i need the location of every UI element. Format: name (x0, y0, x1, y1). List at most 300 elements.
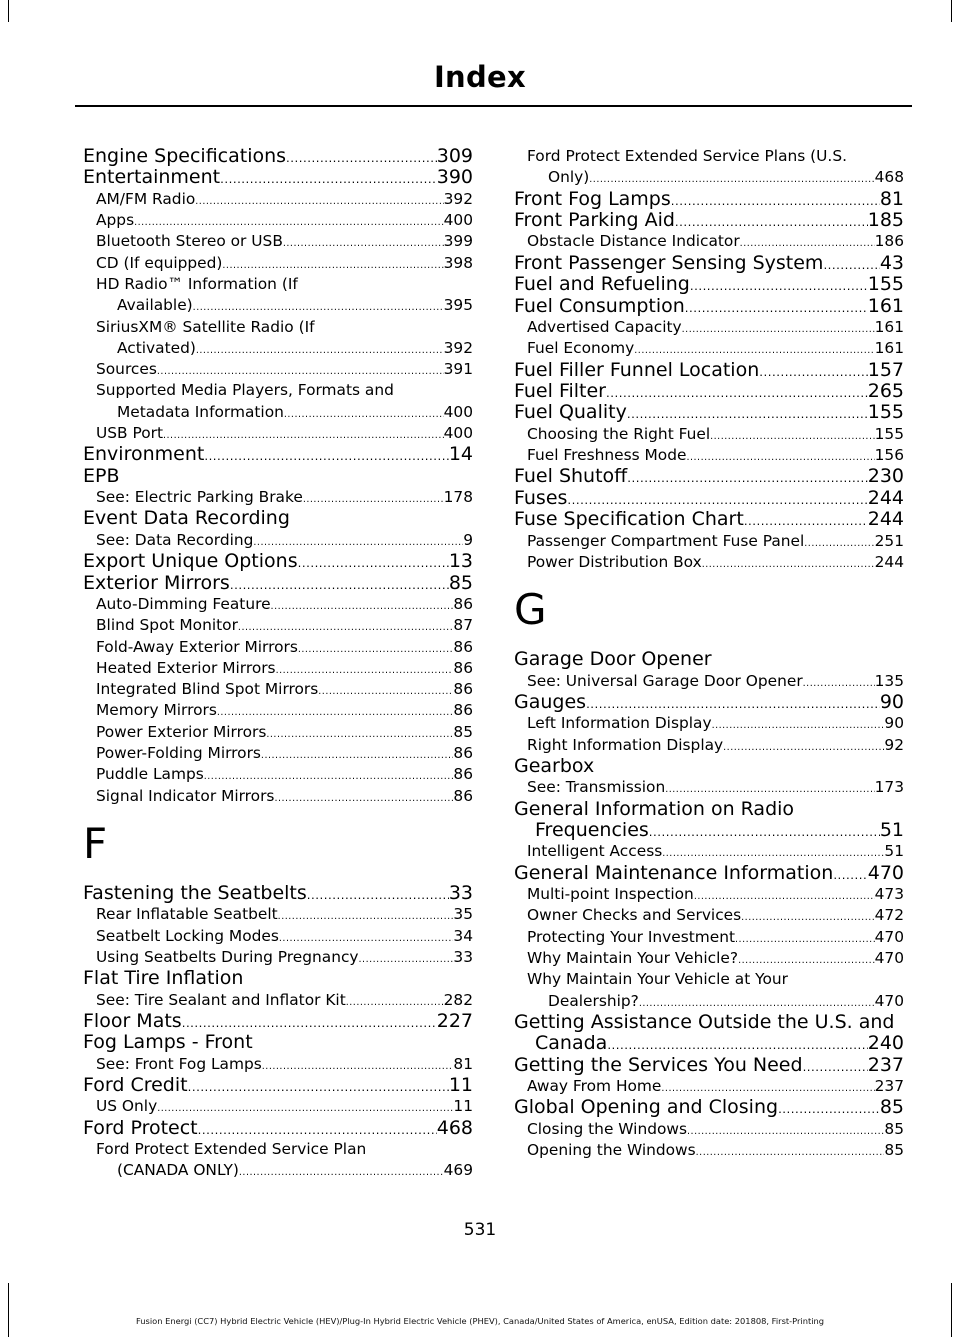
dot-leader (271, 602, 454, 612)
entry-label: Front Fog Lamps (514, 187, 671, 210)
dot-leader (239, 1168, 444, 1178)
dot-leader (286, 153, 437, 165)
dot-leader (230, 580, 449, 592)
entry-label: EPB (83, 464, 120, 487)
entry-page-number: 156 (874, 446, 904, 465)
entry-page-number: 51 (879, 818, 904, 841)
dot-leader (778, 1104, 880, 1116)
index-column-left (83, 146, 473, 1182)
entry-label: Flat Tire Inflation (83, 967, 244, 990)
dot-leader (346, 998, 444, 1008)
entry-page-number: 470 (874, 927, 904, 946)
index-subentry (514, 948, 904, 969)
entry-label: Gauges (514, 690, 587, 713)
index-subentry (514, 552, 904, 573)
entry-page-number: 468 (436, 1116, 473, 1139)
index-entry (514, 1012, 904, 1055)
index-subentry (514, 1076, 904, 1097)
entry-label: Signal Indicator Mirrors (96, 786, 275, 805)
entry-label: Ford Credit (83, 1074, 188, 1097)
index-entry (514, 799, 904, 842)
index-entry (514, 756, 904, 777)
entry-page-number: 230 (867, 465, 904, 488)
entry-page-number: 86 (453, 701, 473, 720)
entry-page-number: 85 (453, 722, 473, 741)
entry-label: Right Information Display (527, 735, 724, 754)
dot-leader (193, 303, 444, 313)
entry-label: Multi-point Inspection (527, 885, 694, 904)
entry-label: Getting Assistance Outside the U.S. and (514, 1010, 895, 1033)
entry-label: Export Unique Options (83, 550, 298, 573)
entry-label: Why Maintain Your Vehicle at Your (527, 970, 788, 989)
index-entry (514, 296, 904, 317)
index-entry (514, 509, 904, 530)
entry-label: US Only (96, 1097, 158, 1116)
entry-label: Sources (96, 360, 157, 379)
index-subentry (514, 231, 904, 252)
entry-label: Supported Media Players, Formats and (96, 381, 394, 400)
entry-label: See: Data Recording (96, 530, 254, 549)
index-subentry (83, 743, 473, 764)
dot-leader (307, 890, 449, 902)
index-subentry (514, 777, 904, 798)
dot-leader (220, 174, 437, 186)
entry-page-number: 240 (867, 1032, 904, 1055)
entry-label: Apps (96, 211, 135, 230)
index-subentry (514, 424, 904, 445)
crop-mark-top-right (951, 0, 952, 22)
dot-leader (298, 558, 449, 570)
dot-leader (690, 281, 868, 293)
dot-leader (740, 239, 875, 249)
entry-page-number: 244 (867, 508, 904, 531)
index-subentry (514, 338, 904, 359)
index-subentry (83, 722, 473, 743)
dot-leader (274, 794, 453, 804)
entry-page-number: 86 (453, 680, 473, 699)
dot-leader (738, 956, 875, 966)
entry-page-number: 86 (453, 765, 473, 784)
dot-leader (359, 955, 454, 965)
entry-label: See: Front Fog Lamps (96, 1054, 262, 1073)
index-subentry (83, 1054, 473, 1075)
entry-page-number: 86 (453, 658, 473, 677)
entry-page-number: 9 (463, 530, 473, 549)
dot-leader (261, 751, 453, 761)
entry-page-number: 33 (453, 947, 473, 966)
entry-page-number: 468 (874, 168, 904, 187)
crop-mark-bottom-right (951, 1283, 952, 1337)
entry-label: Using Seatbelts During Pregnancy (96, 947, 359, 966)
index-subentry (83, 947, 473, 968)
dot-leader (759, 367, 867, 379)
entry-page-number: 33 (448, 881, 473, 904)
dot-leader (694, 892, 875, 902)
index-entry (514, 210, 904, 231)
dot-leader (198, 1125, 437, 1137)
entry-label: Integrated Blind Spot Mirrors (96, 680, 319, 699)
entry-page-number: 227 (436, 1009, 473, 1032)
dot-leader (685, 303, 868, 315)
entry-label: Fog Lamps - Front (83, 1031, 253, 1054)
index-entry (514, 381, 904, 402)
dot-leader (283, 239, 444, 249)
entry-label: Blind Spot Monitor (96, 616, 238, 635)
dot-leader (284, 410, 444, 420)
entry-page-number: 86 (453, 786, 473, 805)
index-subentry (83, 786, 473, 807)
entry-page-number: 90 (879, 690, 904, 713)
entry-page-number: 237 (867, 1053, 904, 1076)
entry-label: Seatbelt Locking Modes (96, 926, 279, 945)
entry-label: Garage Door Opener (514, 648, 712, 671)
dot-leader (803, 679, 875, 689)
index-column-right (514, 146, 904, 1161)
entry-label: See: Universal Garage Door Opener (527, 671, 803, 690)
entry-label: Why Maintain Your Vehicle? (527, 948, 739, 967)
entry-page-number: 470 (874, 948, 904, 967)
index-entry (514, 253, 904, 274)
entry-label: Canada (535, 1032, 608, 1055)
dot-leader (204, 451, 448, 463)
index-subentry (83, 990, 473, 1011)
index-subentry (83, 926, 473, 947)
entry-page-number: 85 (879, 1096, 904, 1119)
entry-page-number: 85 (448, 571, 473, 594)
index-subentry (83, 1096, 473, 1117)
entry-label: Ford Protect Extended Service Plan (96, 1140, 367, 1159)
entry-label: Obstacle Distance Indicator (527, 232, 740, 251)
entry-page-number: 161 (874, 317, 904, 336)
header-divider (75, 105, 912, 107)
entry-label: Front Passenger Sensing System (514, 251, 824, 274)
entry-label: Fuel Quality (514, 401, 627, 424)
entry-page-number: 400 (443, 211, 473, 230)
entry-label: Ford Protect Extended Service Plans (U.S. (527, 147, 847, 165)
dot-leader (665, 785, 874, 795)
dot-leader (195, 197, 443, 207)
index-letter-heading: F (83, 818, 108, 868)
dot-leader (723, 743, 884, 753)
dot-leader (833, 870, 867, 882)
entry-page-number: 155 (867, 401, 904, 424)
entry-label: SiriusXM® Satellite Radio (If (96, 317, 315, 336)
entry-page-number: 470 (867, 861, 904, 884)
entry-page-number: 85 (884, 1119, 904, 1138)
index-subentry (83, 423, 473, 444)
entry-page-number: 85 (884, 1141, 904, 1160)
entry-label: See: Tire Sealant and Inflator Kit (96, 990, 346, 1009)
entry-label: Available) (117, 296, 193, 315)
dot-leader (803, 1062, 868, 1074)
dot-leader (712, 721, 885, 731)
index-entry (83, 883, 473, 904)
dot-leader (318, 687, 453, 697)
dot-leader (744, 516, 868, 528)
entry-label: Ford Protect (83, 1116, 198, 1139)
page-title: Index (433, 60, 527, 94)
index-subentry (83, 530, 473, 551)
dot-leader (804, 539, 874, 549)
dot-leader (182, 1018, 437, 1030)
dot-leader (702, 560, 875, 570)
index-entry (514, 1097, 904, 1118)
entry-page-number: 51 (884, 842, 904, 861)
entry-label: Fuel Consumption (514, 294, 685, 317)
dot-leader (675, 217, 868, 229)
entry-label: Passenger Compartment Fuse Panel (527, 531, 805, 550)
entry-page-number: 87 (453, 616, 473, 635)
index-entry (514, 402, 904, 423)
dot-leader (607, 1040, 867, 1052)
index-entry (514, 466, 904, 487)
dot-leader (196, 346, 444, 356)
dot-leader (298, 645, 454, 655)
entry-label: General Maintenance Information (514, 861, 834, 884)
dot-leader (134, 218, 444, 228)
entry-page-number: 161 (867, 294, 904, 317)
entry-page-number: 244 (874, 552, 904, 571)
entry-label: Floor Mats (83, 1009, 182, 1032)
entry-page-number: 399 (443, 232, 473, 251)
dot-leader (262, 1062, 454, 1072)
index-letter-heading: G (514, 585, 547, 635)
dot-leader (823, 260, 879, 272)
entry-label: General Information on Radio (514, 797, 795, 820)
index-subentry (514, 735, 904, 756)
entry-label: Engine Specifications (83, 145, 287, 167)
dot-leader (163, 431, 444, 441)
entry-page-number: 473 (874, 885, 904, 904)
entry-label: Front Parking Aid (514, 209, 675, 231)
dot-leader (735, 935, 875, 945)
index-subentry (83, 1139, 473, 1182)
entry-page-number: 43 (879, 251, 904, 274)
entry-page-number: 34 (453, 926, 473, 945)
entry-page-number: 392 (443, 338, 473, 357)
dot-leader (204, 772, 454, 782)
dot-leader (662, 849, 884, 859)
entry-page-number: 282 (443, 990, 473, 1009)
dot-leader (586, 699, 880, 711)
entry-label: HD Radio™ Information (If (96, 275, 298, 293)
entry-page-number: 392 (443, 189, 473, 208)
entry-label: Fuse Specification Chart (514, 508, 744, 531)
dot-leader (238, 623, 453, 633)
entry-label: Frequencies (535, 818, 649, 841)
entry-label: Global Opening and Closing (514, 1096, 779, 1119)
dot-leader (188, 1082, 449, 1094)
dot-leader (567, 495, 867, 507)
entry-label: Fuel Freshness Mode (527, 446, 687, 465)
index-subentry (514, 146, 904, 189)
entry-label: Fuel Filler Funnel Location (514, 358, 760, 381)
entry-page-number: 398 (443, 253, 473, 272)
entry-label: Opening the Windows (527, 1141, 696, 1160)
dot-leader (686, 453, 874, 463)
dot-leader (303, 495, 444, 505)
entry-label: Heated Exterior Mirrors (96, 658, 276, 677)
footer-publication-info: Fusion Energi (CC7) Hybrid Electric Vehicle (HEV)/Plug-In Hybrid Electric Vehicle (PHEV), Canada/United States of America, enUSA, Edition date: 201808, First-Printing (135, 1316, 825, 1326)
index-subentry (514, 927, 904, 948)
dot-leader (687, 1127, 884, 1137)
index-entry (83, 1011, 473, 1032)
entry-label: Fastening the Seatbelts (83, 881, 307, 904)
index-subentry (514, 713, 904, 734)
entry-label: Protecting Your Investment (527, 927, 736, 946)
entry-page-number: 13 (448, 550, 473, 573)
index-subentry (514, 969, 904, 1012)
entry-label: Rear Inflatable Seatbelt (96, 905, 278, 924)
entry-label: Getting the Services You Need (514, 1053, 803, 1076)
index-subentry (514, 1119, 904, 1140)
entry-page-number: 469 (443, 1161, 473, 1180)
dot-leader (222, 261, 443, 271)
entry-page-number: 391 (443, 360, 473, 379)
index-subentry (83, 679, 473, 700)
entry-label: Fuel Filter (514, 379, 606, 402)
entry-page-number: 173 (874, 778, 904, 797)
entry-label: See: Transmission (527, 778, 666, 797)
entry-label: Fuel Economy (527, 339, 635, 358)
dot-leader (649, 827, 880, 839)
index-entry (514, 863, 904, 884)
entry-page-number: 244 (867, 486, 904, 509)
index-entry (514, 360, 904, 381)
index-subentry (83, 380, 473, 423)
index-subentry (83, 274, 473, 317)
entry-label: CD (If equipped) (96, 253, 223, 272)
dot-leader (696, 1148, 885, 1158)
entry-page-number: 400 (443, 424, 473, 443)
index-subentry (83, 658, 473, 679)
entry-label: Advertised Capacity (527, 317, 682, 336)
index-subentry (83, 189, 473, 210)
crop-mark-bottom-left (8, 1283, 9, 1337)
entry-page-number: 11 (453, 1097, 473, 1116)
index-entry (83, 1032, 473, 1053)
entry-label: Dealership? (548, 991, 639, 1010)
dot-leader (682, 325, 875, 335)
dot-leader (661, 1084, 874, 1094)
dot-leader (606, 388, 868, 400)
entry-page-number: 251 (874, 531, 904, 550)
index-entry (83, 968, 473, 989)
index-subentry (83, 359, 473, 380)
entry-page-number: 395 (443, 296, 473, 315)
index-subentry (83, 210, 473, 231)
index-subentry (514, 317, 904, 338)
index-entry (514, 692, 904, 713)
dot-leader (627, 409, 868, 421)
entry-page-number: 185 (867, 209, 904, 231)
entry-label: Gearbox (514, 754, 595, 777)
dot-leader (253, 538, 463, 548)
entry-label: Activated) (117, 338, 196, 357)
index-entry (83, 1118, 473, 1139)
dot-leader (278, 912, 454, 922)
index-entry (83, 167, 473, 188)
entry-page-number: 470 (874, 991, 904, 1010)
index-subentry (83, 615, 473, 636)
index-entry (83, 1075, 473, 1096)
entry-label: Intelligent Access (527, 842, 663, 861)
entry-page-number: 161 (874, 339, 904, 358)
dot-leader (741, 913, 874, 923)
dot-leader (589, 175, 874, 185)
entry-page-number: 155 (867, 273, 904, 296)
index-entry (83, 551, 473, 572)
entry-label: Power-Folding Mirrors (96, 744, 261, 763)
entry-page-number: 92 (884, 735, 904, 754)
entry-page-number: 90 (884, 714, 904, 733)
entry-page-number: 178 (443, 488, 473, 507)
dot-leader (634, 346, 874, 356)
entry-page-number: 14 (448, 443, 473, 466)
entry-page-number: 11 (448, 1074, 473, 1097)
entry-label: Closing the Windows (527, 1119, 688, 1138)
entry-label: Power Exterior Mirrors (96, 722, 267, 741)
index-subentry (514, 841, 904, 862)
entry-page-number: 86 (453, 744, 473, 763)
entry-label: Auto-Dimming Feature (96, 595, 271, 613)
index-subentry (514, 884, 904, 905)
dot-leader (710, 432, 874, 442)
index-subentry (83, 231, 473, 252)
dot-leader (266, 730, 453, 740)
entry-page-number: 157 (867, 358, 904, 381)
index-entry (514, 488, 904, 509)
index-subentry (514, 905, 904, 926)
page-number: 531 (463, 1220, 497, 1240)
index-entry (83, 146, 473, 167)
entry-label: Memory Mirrors (96, 701, 217, 720)
entry-label: Left Information Display (527, 714, 712, 733)
index-subentry (83, 700, 473, 721)
entry-label: Fuel Shutoff (514, 465, 628, 488)
index-entry (83, 466, 473, 487)
entry-page-number: 86 (453, 595, 473, 613)
entry-label: Owner Checks and Services (527, 906, 742, 925)
index-subentry (83, 253, 473, 274)
dot-leader (639, 999, 875, 1009)
entry-page-number: 81 (453, 1054, 473, 1073)
entry-label: Puddle Lamps (96, 765, 204, 784)
entry-label: Fuses (514, 486, 568, 509)
entry-label: Metadata Information (117, 402, 284, 421)
index-entry (514, 189, 904, 210)
dot-leader (217, 708, 454, 718)
index-subentry (83, 317, 473, 360)
entry-label: Only) (548, 168, 590, 187)
index-entry (514, 649, 904, 670)
index-subentry (514, 531, 904, 552)
entry-label: Exterior Mirrors (83, 571, 230, 594)
index-subentry (83, 637, 473, 658)
entry-label: Away From Home (527, 1077, 662, 1096)
entry-label: Choosing the Right Fuel (527, 424, 711, 443)
dot-leader (627, 473, 867, 485)
dot-leader (157, 1104, 453, 1114)
entry-page-number: 155 (874, 424, 904, 443)
index-subentry (83, 764, 473, 785)
entry-label: Event Data Recording (83, 507, 290, 530)
entry-page-number: 472 (874, 906, 904, 925)
entry-page-number: 81 (879, 187, 904, 210)
entry-page-number: 135 (874, 671, 904, 690)
dot-leader (276, 666, 454, 676)
index-entry (83, 508, 473, 529)
